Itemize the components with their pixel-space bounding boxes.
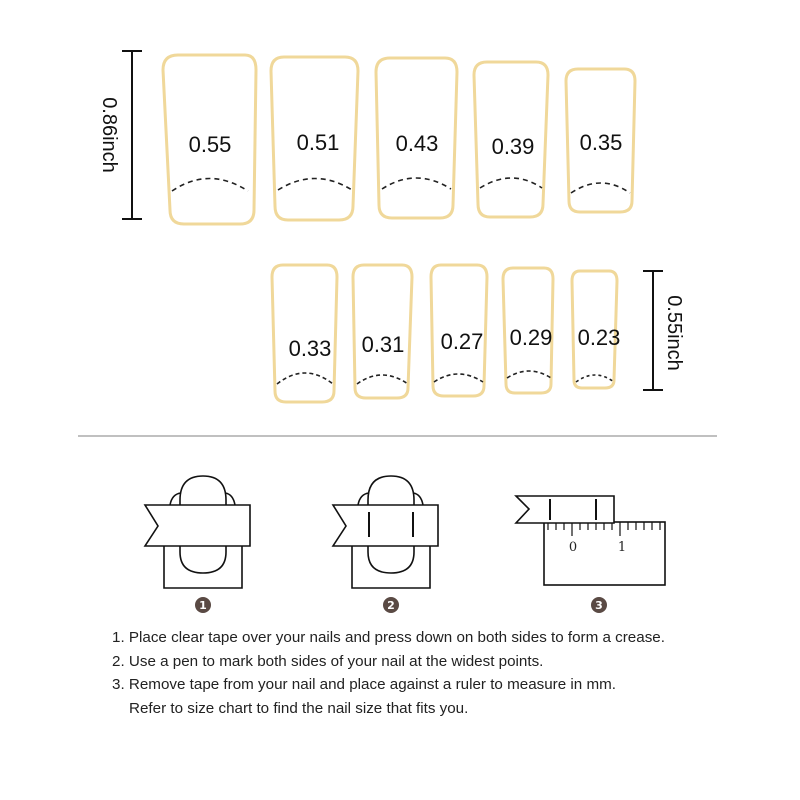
ruler-label-1: 1 [617,540,627,555]
nail-size-label: 0.55 [188,132,232,157]
small-row-dimension [643,271,685,390]
nail-small-5 [572,271,620,388]
nail-size-label: 0.39 [491,134,535,159]
measuring-instructions [112,626,665,720]
large-row-dimension [98,51,142,219]
large-row-height-label: 0.86inch [98,97,120,173]
nail-small-1 [272,265,337,402]
nail-size-label: 0.43 [395,131,439,156]
nail-large-4 [474,62,548,217]
ruler [544,522,665,585]
nail-size-label: 0.35 [579,130,623,155]
step-1-illustration [145,476,250,588]
nail-small-2 [353,265,412,398]
nail-size-label: 0.27 [440,329,484,354]
instruction-step-3: 3. Remove tape from your nail and place against a ruler to measure in mm. [112,676,616,693]
step-badge-1 [195,597,211,613]
step-number: 2 [387,599,395,612]
nail-large-1 [163,55,256,224]
nail-size-label: 0.33 [288,336,332,361]
step-badge-2 [383,597,399,613]
nail-size-label: 0.51 [296,130,340,155]
nail-small-4 [503,268,553,393]
instruction-step-3-continued: Refer to size chart to find the nail size that fits you. [129,699,469,717]
tape-strip [333,505,438,546]
nail-size-label: 0.31 [361,332,405,357]
ruler-label-0: 0 [568,540,578,555]
tape-strip [145,505,250,546]
large-nail-row [163,55,635,224]
step-badge-3 [591,597,607,613]
step-number: 1 [199,599,207,612]
step-number: 3 [595,599,603,612]
nail-large-5 [566,69,635,212]
instruction-step-1: 1. Place clear tape over your nails and press down on both sides to form a crease. [112,629,665,646]
tape-strip [516,496,614,523]
nail-small-3 [431,265,487,396]
nail-size-label: 0.29 [509,325,553,350]
nail-size-label: 0.23 [577,325,621,350]
instruction-step-2: 2. Use a pen to mark both sides of your nail at the widest points. [112,652,544,670]
small-nail-row [272,265,620,402]
step-3-illustration [516,496,665,585]
nail-large-3 [376,58,457,218]
nail-large-2 [271,57,358,220]
small-row-height-label: 0.55inch [663,295,685,371]
step-2-illustration [333,476,438,588]
